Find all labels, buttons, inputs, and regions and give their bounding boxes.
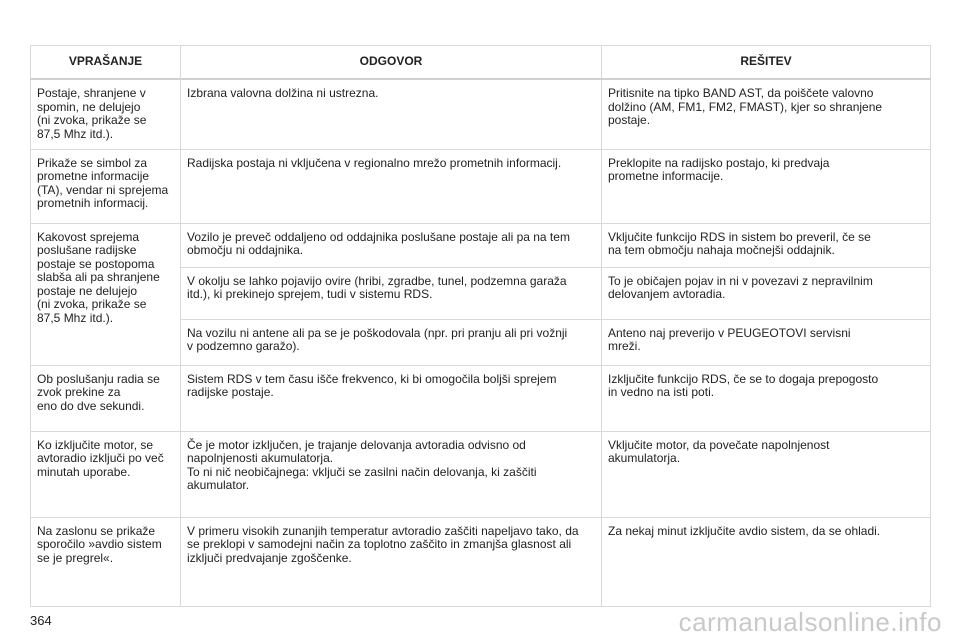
question-cell: Na zaslonu se prikaže sporočilo »avdio sistem se je pregrel«. — [31, 517, 181, 607]
solution-cell: Anteno naj preverijo v PEUGEOTOVI servisni mreži. — [602, 319, 931, 365]
table-header-row — [31, 46, 931, 80]
question-cell: Postaje, shranjene v spomin, ne delujejo (ni zvoka, prikaže se 87,5 Mhz itd.). — [31, 79, 181, 149]
solution-cell: To je običajen pojav in ni v povezavi z nepravilnim delovanjem avtoradia. — [602, 267, 931, 319]
answer-cell: Radijska postaja ni vključena v regionalno mrežo prometnih informacij. — [181, 149, 602, 223]
table-row — [31, 517, 931, 607]
table-row — [31, 431, 931, 517]
answer-cell: V okolju se lahko pojavijo ovire (hribi, zgradbe, tunel, podzemna garaža itd.), ki prekinejo sprejem, tudi v sistemu RDS. — [181, 267, 602, 319]
answer-cell: Če je motor izključen, je trajanje delovanja avtoradia odvisno od napolnjenosti akumulatorja. To ni nič neobičajnega: vključi se zasilni način delovanja, ki zaščiti akumulator. — [181, 431, 602, 517]
answer-cell: V primeru visokih zunanjih temperatur avtoradio zaščiti napeljavo tako, da se preklopi v samodejni način za toplotno zaščito in zmanjša glasnost ali izključi predvajanje zgoščenke. — [181, 517, 602, 607]
question-cell: Ob poslušanju radia se zvok prekine za eno do dve sekundi. — [31, 365, 181, 431]
solution-cell: Preklopite na radijsko postajo, ki predvaja prometne informacije. — [602, 149, 931, 223]
solution-cell: Izključite funkcijo RDS, če se to dogaja prepogosto in vedno na isti poti. — [602, 365, 931, 431]
answer-cell: Vozilo je preveč oddaljeno od oddajnika poslušane postaje ali pa na tem območju ni oddajnika. — [181, 223, 602, 267]
question-cell: Kakovost sprejema poslušane radijske postaje se postopoma slabša ali pa shranjene postaje ne delujejo (ni zvoka, prikaže se 87,5 Mhz itd.). — [31, 223, 181, 365]
watermark: carmanualsonline.info — [678, 607, 942, 637]
header-question: VPRAŠANJE — [31, 46, 181, 80]
solution-cell: Vključite funkcijo RDS in sistem bo preveril, če se na tem območju nahaja močnejši oddajnik. — [602, 223, 931, 267]
table-row — [31, 149, 931, 223]
solution-cell: Pritisnite na tipko BAND AST, da poiščete valovno dolžino (AM, FM1, FM2, FMAST), kjer so shranjene postaje. — [602, 79, 931, 149]
answer-cell: Izbrana valovna dolžina ni ustrezna. — [181, 79, 602, 149]
answer-cell: Sistem RDS v tem času išče frekvenco, ki bi omogočila boljši sprejem radijske postaje. — [181, 365, 602, 431]
solution-cell: Vključite motor, da povečate napolnjenost akumulatorja. — [602, 431, 931, 517]
page-number: 364 — [30, 613, 52, 628]
question-cell: Prikaže se simbol za prometne informacije (TA), vendar ni sprejema prometnih informacij. — [31, 149, 181, 223]
header-solution: REŠITEV — [602, 46, 931, 80]
table-row — [31, 79, 931, 149]
question-cell: Ko izključite motor, se avtoradio izključi po več minutah uporabe. — [31, 431, 181, 517]
solution-cell: Za nekaj minut izključite avdio sistem, da se ohladi. — [602, 517, 931, 607]
header-answer: ODGOVOR — [181, 46, 602, 80]
table-row — [31, 365, 931, 431]
answer-cell: Na vozilu ni antene ali pa se je poškodovala (npr. pri pranju ali pri vožnji v podzemno garažo). — [181, 319, 602, 365]
table-row — [31, 223, 931, 267]
troubleshooting-table — [30, 45, 931, 607]
